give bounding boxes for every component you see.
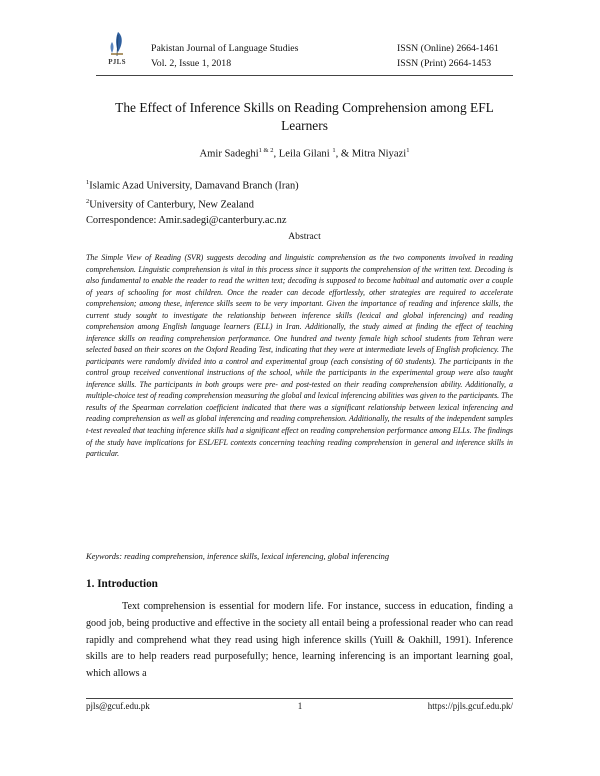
correspondence[interactable]: Correspondence: Amir.sadegi@canterbury.ac.nz bbox=[86, 214, 287, 226]
affiliations bbox=[86, 175, 299, 228]
volume-issue: Vol. 2, Issue 1, 2018 bbox=[151, 58, 232, 69]
header-divider bbox=[96, 75, 513, 76]
affiliation-marker: 2 bbox=[86, 197, 90, 205]
title-line-2: Learners bbox=[281, 118, 328, 133]
keywords: Keywords: reading comprehension, inference skills, lexical inferencing, global inferencing bbox=[86, 552, 390, 561]
journal-info bbox=[151, 41, 298, 71]
author-1-affil: 1 & 2 bbox=[258, 147, 274, 154]
abstract-body: The Simple View of Reading (SVR) suggests decoding and linguistic comprehension as the two components involved in reading comprehension. Linguistic comprehension is vital in this process since it supports the comprehension of the written text. Decoding is also fundamental to enable the reader to read the written text; decoding is supposed to become habitual and automatic over a couple of years of schooling for most children. Once the reader can decode effortlessly, other strategies are required to accelerate comprehension; among these, inference skills seem to be very important. Given the importance of reading and inference skills, the current study sought to investigate the relationship between inference skills (lexical and global inferencing) and reading comprehension among English language learners (ELL) in Iran. Additionally, the study aimed at finding the effect of teaching inference skills on reading comprehension performance. One hundred and twenty female high school students from Tehran were selected based on their scores on the Oxford Reading Test, indicating that they were at intermediate levels of English proficiency. The participants were randomly divided into a control and experimental group (each consisting of 60 students). The participants in the control group received conventional instructions of the school, while the participants in the experimental group were also taught inference skills. The participants in both groups were pre- and post-tested on their reading comprehension ability. Additionally, a multiple-choice test of reading comprehension measuring the global and lexical inferencing abilities was given to the participants. The results of the Spearman correlation coefficient indicated that there was a significant relationship between lexical inferencing and reading comprehension as well as global inferencing and reading comprehension. Additionally, the results of the independent samples t-test revealed that teaching inference skills had a significant effect on reading comprehension performance among ELLs. The findings of the study have implications for ESL/EFL contexts concerning teaching reading comprehension in general and inference skills in particular. bbox=[86, 253, 513, 459]
logo-text: PJLS bbox=[108, 58, 126, 66]
affiliation-2 bbox=[86, 194, 299, 213]
author-separator: , bbox=[273, 148, 279, 160]
paper-title bbox=[96, 99, 513, 135]
section-heading-introduction: 1. Introduction bbox=[86, 578, 158, 590]
page-number: 1 bbox=[297, 701, 303, 711]
author-1: Amir Sadeghi bbox=[199, 148, 259, 160]
abstract-heading: Abstract bbox=[288, 231, 321, 242]
author-separator: , & bbox=[335, 148, 352, 160]
affiliation-marker: 1 bbox=[86, 179, 90, 186]
journal-logo bbox=[97, 30, 137, 70]
affiliation-text: Islamic Azad University, Damavand Branch (Iran) bbox=[89, 180, 299, 192]
quill-icon bbox=[97, 30, 137, 60]
affiliation-text: University of Canterbury, New Zealand bbox=[89, 199, 254, 211]
issn-info bbox=[397, 41, 499, 71]
affiliation-1 bbox=[86, 175, 299, 194]
author-3: Mitra Niyazi bbox=[351, 148, 407, 160]
author-3-affil: 1 bbox=[406, 147, 410, 154]
author-list bbox=[96, 147, 513, 160]
footer-url[interactable]: https://pjls.gcuf.edu.pk/ bbox=[427, 701, 513, 711]
journal-name: Pakistan Journal of Language Studies bbox=[151, 43, 299, 54]
issn-print: ISSN (Print) 2664-1453 bbox=[397, 58, 492, 69]
title-line-1: The Effect of Inference Skills on Reading Comprehension among EFL bbox=[115, 100, 494, 115]
introduction-body: Text comprehension is essential for modern life. For instance, success in education, finding a good job, being productive and effective in the society all entail being a professional reader who can read rapidly and comprehend what they read using high inference skills (Yuill & Oakhill, 1991). Inference skills are to help readers read purposefully; hence, learning inferencing is an important learning goal, which allows a bbox=[86, 601, 513, 680]
issn-online: ISSN (Online) 2664-1461 bbox=[397, 43, 499, 54]
author-2-affil: 1 bbox=[332, 147, 336, 154]
footer-email[interactable]: pjls@gcuf.edu.pk bbox=[86, 701, 150, 711]
author-2: Leila Gilani bbox=[278, 148, 333, 160]
footer-divider bbox=[86, 698, 513, 699]
